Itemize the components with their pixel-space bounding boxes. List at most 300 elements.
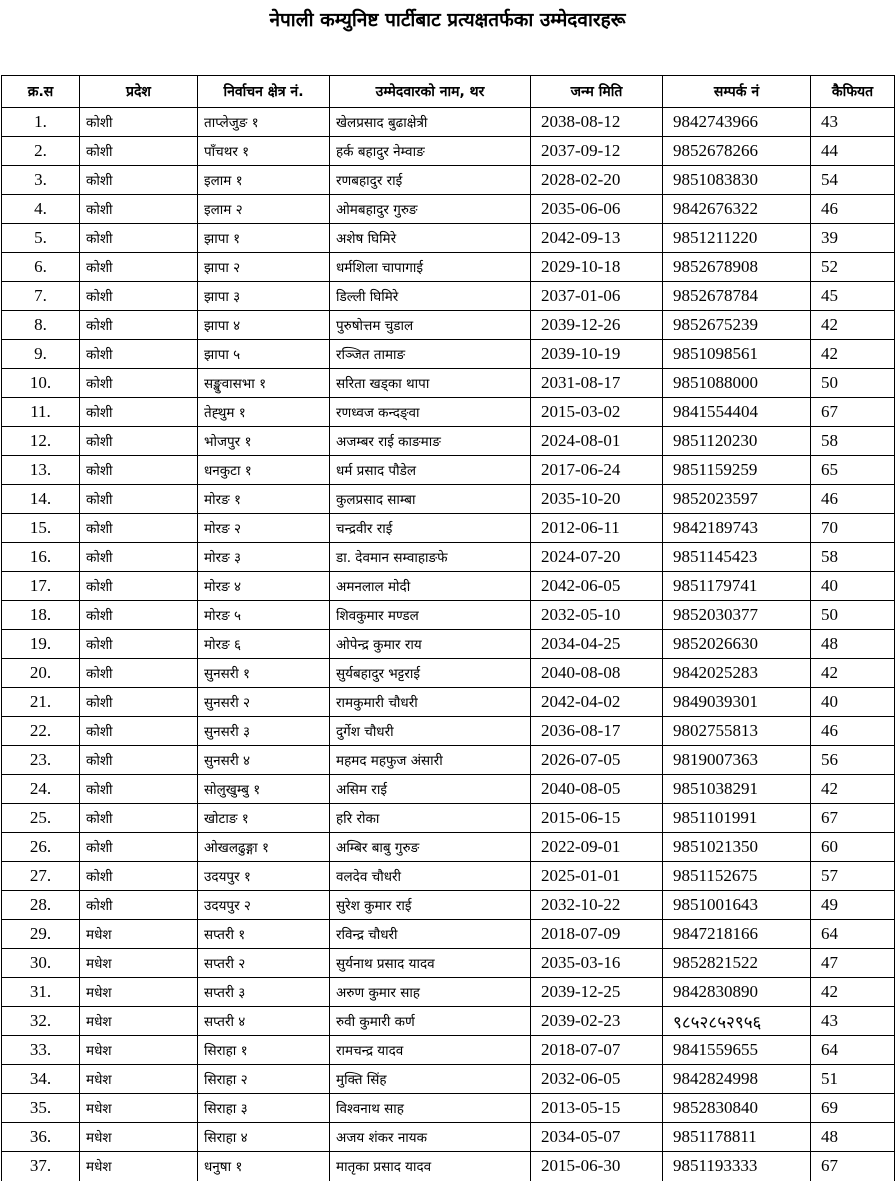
remarks-cell: 48 — [811, 1123, 895, 1152]
table-row — [2, 456, 895, 485]
serial-cell: 11. — [2, 398, 80, 427]
serial-cell: 20. — [2, 659, 80, 688]
table-row — [2, 108, 895, 137]
contact-cell: 9852678784 — [663, 282, 811, 311]
birth-date-cell: 2012-06-11 — [531, 514, 663, 543]
serial-cell: 32. — [2, 1007, 80, 1036]
province-cell: कोशी — [80, 543, 198, 572]
birth-date-cell: 2039-12-26 — [531, 311, 663, 340]
candidate-name-cell: रविन्द्र चौधरी — [330, 920, 531, 949]
remarks-cell: 43 — [811, 108, 895, 137]
birth-date-cell: 2038-08-12 — [531, 108, 663, 137]
contact-cell: 9851038291 — [663, 775, 811, 804]
serial-cell: 1. — [2, 108, 80, 137]
table-row — [2, 775, 895, 804]
birth-date-cell: 2024-08-01 — [531, 427, 663, 456]
remarks-cell: 50 — [811, 601, 895, 630]
contact-cell: 9851159259 — [663, 456, 811, 485]
candidate-name-cell: धर्म प्रसाद पौडेल — [330, 456, 531, 485]
remarks-cell: 69 — [811, 1094, 895, 1123]
contact-cell: 9852830840 — [663, 1094, 811, 1123]
province-cell: कोशी — [80, 108, 198, 137]
constituency-cell: इलाम १ — [198, 166, 330, 195]
remarks-cell: 49 — [811, 891, 895, 920]
remarks-cell: 46 — [811, 717, 895, 746]
province-cell: कोशी — [80, 601, 198, 630]
constituency-cell: भोजपुर १ — [198, 427, 330, 456]
table-row — [2, 253, 895, 282]
table-row — [2, 601, 895, 630]
candidate-name-cell: अमनलाल मोदी — [330, 572, 531, 601]
candidate-name-cell: मुक्ति सिंह — [330, 1065, 531, 1094]
candidate-name-cell: सरिता खड्का थापा — [330, 369, 531, 398]
contact-cell: 9851211220 — [663, 224, 811, 253]
remarks-cell: 46 — [811, 195, 895, 224]
table-row — [2, 1123, 895, 1152]
candidate-name-cell: सुर्यनाथ प्रसाद यादव — [330, 949, 531, 978]
table-row — [2, 369, 895, 398]
contact-cell: 9849039301 — [663, 688, 811, 717]
remarks-cell: 60 — [811, 833, 895, 862]
birth-date-cell: 2015-06-30 — [531, 1152, 663, 1181]
serial-cell: 22. — [2, 717, 80, 746]
serial-cell: 5. — [2, 224, 80, 253]
candidate-table — [1, 75, 895, 1181]
serial-cell: 17. — [2, 572, 80, 601]
contact-cell: 9842743966 — [663, 108, 811, 137]
remarks-cell: 64 — [811, 920, 895, 949]
remarks-cell: 42 — [811, 659, 895, 688]
candidate-name-cell: अरुण कुमार साह — [330, 978, 531, 1007]
remarks-cell: 48 — [811, 630, 895, 659]
birth-date-cell: 2042-09-13 — [531, 224, 663, 253]
constituency-cell: पाँचथर १ — [198, 137, 330, 166]
contact-cell: 9851101991 — [663, 804, 811, 833]
province-cell: कोशी — [80, 862, 198, 891]
contact-cell: 9851179741 — [663, 572, 811, 601]
birth-date-cell: 2040-08-08 — [531, 659, 663, 688]
table-row — [2, 949, 895, 978]
province-cell: मधेश — [80, 978, 198, 1007]
contact-cell: 9842824998 — [663, 1065, 811, 1094]
table-row — [2, 659, 895, 688]
candidate-name-cell: रुवी कुमारी कर्ण — [330, 1007, 531, 1036]
contact-cell: 9842830890 — [663, 978, 811, 1007]
serial-cell: 31. — [2, 978, 80, 1007]
constituency-cell: मोरङ ५ — [198, 601, 330, 630]
birth-date-cell: 2013-05-15 — [531, 1094, 663, 1123]
province-cell: कोशी — [80, 456, 198, 485]
constituency-cell: सिराहा ३ — [198, 1094, 330, 1123]
constituency-cell: सिराहा ४ — [198, 1123, 330, 1152]
serial-cell: 14. — [2, 485, 80, 514]
constituency-cell: झापा १ — [198, 224, 330, 253]
serial-cell: 24. — [2, 775, 80, 804]
table-row — [2, 717, 895, 746]
table-row — [2, 804, 895, 833]
remarks-cell: 67 — [811, 398, 895, 427]
table-row — [2, 862, 895, 891]
header-remarks: कैफियत — [811, 76, 895, 108]
candidate-name-cell: असिम राई — [330, 775, 531, 804]
contact-cell: 9851193333 — [663, 1152, 811, 1181]
birth-date-cell: 2029-10-18 — [531, 253, 663, 282]
constituency-cell: सङ्खुवासभा १ — [198, 369, 330, 398]
province-cell: मधेश — [80, 920, 198, 949]
serial-cell: 37. — [2, 1152, 80, 1181]
serial-cell: 26. — [2, 833, 80, 862]
constituency-cell: सिराहा १ — [198, 1036, 330, 1065]
table-row — [2, 920, 895, 949]
serial-cell: 10. — [2, 369, 80, 398]
constituency-cell: धनुषा १ — [198, 1152, 330, 1181]
province-cell: कोशी — [80, 253, 198, 282]
birth-date-cell: 2018-07-09 — [531, 920, 663, 949]
candidate-name-cell: महमद महफुज अंसारी — [330, 746, 531, 775]
contact-cell: 9852678908 — [663, 253, 811, 282]
remarks-cell: 70 — [811, 514, 895, 543]
table-row — [2, 1152, 895, 1181]
birth-date-cell: 2026-07-05 — [531, 746, 663, 775]
candidate-name-cell: शिवकुमार मण्डल — [330, 601, 531, 630]
remarks-cell: 40 — [811, 572, 895, 601]
province-cell: कोशी — [80, 282, 198, 311]
candidate-name-cell: खेलप्रसाद बुढाक्षेत्री — [330, 108, 531, 137]
remarks-cell: 65 — [811, 456, 895, 485]
candidate-name-cell: सुर्यबहादुर भट्टराई — [330, 659, 531, 688]
serial-cell: 21. — [2, 688, 80, 717]
table-row — [2, 572, 895, 601]
constituency-cell: इलाम २ — [198, 195, 330, 224]
birth-date-cell: 2037-09-12 — [531, 137, 663, 166]
table-row — [2, 978, 895, 1007]
constituency-cell: झापा २ — [198, 253, 330, 282]
province-cell: कोशी — [80, 630, 198, 659]
candidate-name-cell: हरि रोका — [330, 804, 531, 833]
table-row — [2, 427, 895, 456]
contact-cell: 9852023597 — [663, 485, 811, 514]
serial-cell: 16. — [2, 543, 80, 572]
candidate-name-cell: अम्बिर बाबु गुरुङ — [330, 833, 531, 862]
province-cell: कोशी — [80, 659, 198, 688]
serial-cell: 8. — [2, 311, 80, 340]
province-cell: कोशी — [80, 195, 198, 224]
birth-date-cell: 2032-06-05 — [531, 1065, 663, 1094]
table-row — [2, 891, 895, 920]
remarks-cell: 67 — [811, 804, 895, 833]
contact-cell: 9851145423 — [663, 543, 811, 572]
birth-date-cell: 2037-01-06 — [531, 282, 663, 311]
table-header-row — [2, 76, 895, 108]
constituency-cell: मोरङ ४ — [198, 572, 330, 601]
province-cell: कोशी — [80, 688, 198, 717]
province-cell: कोशी — [80, 746, 198, 775]
table-row — [2, 514, 895, 543]
table-row — [2, 137, 895, 166]
birth-date-cell: 2032-10-22 — [531, 891, 663, 920]
serial-cell: 12. — [2, 427, 80, 456]
birth-date-cell: 2031-08-17 — [531, 369, 663, 398]
candidate-name-cell: पुरुषोत्तम चुडाल — [330, 311, 531, 340]
candidate-name-cell: कुलप्रसाद साम्बा — [330, 485, 531, 514]
table-row — [2, 746, 895, 775]
page-title: नेपाली कम्युनिष्ट पार्टीबाट प्रत्यक्षतर्फका उम्मेदवारहरू — [269, 9, 626, 31]
province-cell: कोशी — [80, 804, 198, 833]
candidate-name-cell: रामकुमारी चौधरी — [330, 688, 531, 717]
serial-cell: 3. — [2, 166, 80, 195]
contact-cell: 9852026630 — [663, 630, 811, 659]
serial-cell: 19. — [2, 630, 80, 659]
remarks-cell: 58 — [811, 543, 895, 572]
province-cell: कोशी — [80, 311, 198, 340]
remarks-cell: 40 — [811, 688, 895, 717]
constituency-cell: सुनसरी २ — [198, 688, 330, 717]
birth-date-cell: 2015-06-15 — [531, 804, 663, 833]
contact-cell: 9847218166 — [663, 920, 811, 949]
serial-cell: 4. — [2, 195, 80, 224]
table-row — [2, 1094, 895, 1123]
birth-date-cell: 2035-03-16 — [531, 949, 663, 978]
province-cell: मधेश — [80, 1065, 198, 1094]
table-row — [2, 166, 895, 195]
serial-cell: 18. — [2, 601, 80, 630]
birth-date-cell: 2035-06-06 — [531, 195, 663, 224]
remarks-cell: 51 — [811, 1065, 895, 1094]
birth-date-cell: 2022-09-01 — [531, 833, 663, 862]
serial-cell: 2. — [2, 137, 80, 166]
province-cell: कोशी — [80, 891, 198, 920]
contact-cell: 9851083830 — [663, 166, 811, 195]
table-row — [2, 1065, 895, 1094]
birth-date-cell: 2039-02-23 — [531, 1007, 663, 1036]
candidate-name-cell: डा. देवमान सम्वाहाङफे — [330, 543, 531, 572]
remarks-cell: 47 — [811, 949, 895, 978]
constituency-cell: उदयपुर २ — [198, 891, 330, 920]
province-cell: कोशी — [80, 833, 198, 862]
constituency-cell: धनकुटा १ — [198, 456, 330, 485]
constituency-cell: ताप्लेजुङ १ — [198, 108, 330, 137]
province-cell: मधेश — [80, 949, 198, 978]
remarks-cell: 42 — [811, 775, 895, 804]
constituency-cell: उदयपुर १ — [198, 862, 330, 891]
candidate-name-cell: डिल्ली घिमिरे — [330, 282, 531, 311]
contact-cell: 9841554404 — [663, 398, 811, 427]
table-row — [2, 1036, 895, 1065]
serial-cell: 25. — [2, 804, 80, 833]
candidate-name-cell: वलदेव चौधरी — [330, 862, 531, 891]
province-cell: मधेश — [80, 1007, 198, 1036]
birth-date-cell: 2039-10-19 — [531, 340, 663, 369]
province-cell: कोशी — [80, 340, 198, 369]
candidate-name-cell: मातृका प्रसाद यादव — [330, 1152, 531, 1181]
serial-cell: 34. — [2, 1065, 80, 1094]
constituency-cell: ओखलढुङ्गा १ — [198, 833, 330, 862]
birth-date-cell: 2024-07-20 — [531, 543, 663, 572]
birth-date-cell: 2035-10-20 — [531, 485, 663, 514]
remarks-cell: 54 — [811, 166, 895, 195]
contact-cell: ९८५२८५२९५६ — [663, 1007, 811, 1036]
serial-cell: 28. — [2, 891, 80, 920]
remarks-cell: 42 — [811, 340, 895, 369]
remarks-cell: 58 — [811, 427, 895, 456]
contact-cell: 9842189743 — [663, 514, 811, 543]
birth-date-cell: 2032-05-10 — [531, 601, 663, 630]
remarks-cell: 43 — [811, 1007, 895, 1036]
candidate-name-cell: अजय शंकर नायक — [330, 1123, 531, 1152]
province-cell: कोशी — [80, 572, 198, 601]
candidate-name-cell: रणबहादुर राई — [330, 166, 531, 195]
remarks-cell: 39 — [811, 224, 895, 253]
remarks-cell: 50 — [811, 369, 895, 398]
candidate-name-cell: ओपेन्द्र कुमार राय — [330, 630, 531, 659]
province-cell: कोशी — [80, 514, 198, 543]
birth-date-cell: 2017-06-24 — [531, 456, 663, 485]
constituency-cell: मोरङ १ — [198, 485, 330, 514]
constituency-cell: मोरङ ३ — [198, 543, 330, 572]
candidate-name-cell: अशेष घिमिरे — [330, 224, 531, 253]
candidate-name-cell: दुर्गेश चौधरी — [330, 717, 531, 746]
serial-cell: 33. — [2, 1036, 80, 1065]
province-cell: कोशी — [80, 717, 198, 746]
birth-date-cell: 2040-08-05 — [531, 775, 663, 804]
table-row — [2, 195, 895, 224]
constituency-cell: सुनसरी ४ — [198, 746, 330, 775]
contact-cell: 9851021350 — [663, 833, 811, 862]
birth-date-cell: 2036-08-17 — [531, 717, 663, 746]
constituency-cell: सप्तरी २ — [198, 949, 330, 978]
contact-cell: 9802755813 — [663, 717, 811, 746]
contact-cell: 9851088000 — [663, 369, 811, 398]
remarks-cell: 44 — [811, 137, 895, 166]
serial-cell: 27. — [2, 862, 80, 891]
contact-cell: 9852675239 — [663, 311, 811, 340]
contact-cell: 9851001643 — [663, 891, 811, 920]
serial-cell: 7. — [2, 282, 80, 311]
contact-cell: 9851120230 — [663, 427, 811, 456]
constituency-cell: मोरङ ६ — [198, 630, 330, 659]
table-row — [2, 282, 895, 311]
remarks-cell: 42 — [811, 311, 895, 340]
birth-date-cell: 2028-02-20 — [531, 166, 663, 195]
contact-cell: 9851098561 — [663, 340, 811, 369]
header-serial: क्र.स — [2, 76, 80, 108]
header-candidate-name: उम्मेदवारको नाम, थर — [330, 76, 531, 108]
serial-cell: 9. — [2, 340, 80, 369]
table-row — [2, 688, 895, 717]
contact-cell: 9842676322 — [663, 195, 811, 224]
birth-date-cell: 2042-04-02 — [531, 688, 663, 717]
birth-date-cell: 2018-07-07 — [531, 1036, 663, 1065]
candidate-name-cell: सुरेश कुमार राई — [330, 891, 531, 920]
candidate-name-cell: चन्द्रवीर राई — [330, 514, 531, 543]
contact-cell: 9852030377 — [663, 601, 811, 630]
serial-cell: 6. — [2, 253, 80, 282]
birth-date-cell: 2039-12-25 — [531, 978, 663, 1007]
constituency-cell: सुनसरी १ — [198, 659, 330, 688]
table-row — [2, 340, 895, 369]
constituency-cell: झापा ५ — [198, 340, 330, 369]
table-row — [2, 630, 895, 659]
contact-cell: 9842025283 — [663, 659, 811, 688]
contact-cell: 9852821522 — [663, 949, 811, 978]
birth-date-cell: 2025-01-01 — [531, 862, 663, 891]
contact-cell: 9852678266 — [663, 137, 811, 166]
province-cell: कोशी — [80, 485, 198, 514]
province-cell: कोशी — [80, 224, 198, 253]
contact-cell: 9841559655 — [663, 1036, 811, 1065]
province-cell: कोशी — [80, 137, 198, 166]
header-province: प्रदेश — [80, 76, 198, 108]
remarks-cell: 67 — [811, 1152, 895, 1181]
remarks-cell: 57 — [811, 862, 895, 891]
constituency-cell: सोलुखुम्बु १ — [198, 775, 330, 804]
header-contact: सम्पर्क नं — [663, 76, 811, 108]
table-row — [2, 543, 895, 572]
candidate-name-cell: ओमबहादुर गुरुङ — [330, 195, 531, 224]
province-cell: मधेश — [80, 1036, 198, 1065]
birth-date-cell: 2034-04-25 — [531, 630, 663, 659]
header-birth-date: जन्म मिति — [531, 76, 663, 108]
remarks-cell: 45 — [811, 282, 895, 311]
province-cell: कोशी — [80, 369, 198, 398]
candidate-name-cell: अजम्बर राई काङमाङ — [330, 427, 531, 456]
serial-cell: 23. — [2, 746, 80, 775]
serial-cell: 13. — [2, 456, 80, 485]
candidate-name-cell: रणध्वज कन्दङ्वा — [330, 398, 531, 427]
candidate-name-cell: रञ्जित तामाङ — [330, 340, 531, 369]
candidate-name-cell: धर्मशिला चापागाई — [330, 253, 531, 282]
constituency-cell: झापा ३ — [198, 282, 330, 311]
constituency-cell: झापा ४ — [198, 311, 330, 340]
birth-date-cell: 2042-06-05 — [531, 572, 663, 601]
table-row — [2, 398, 895, 427]
remarks-cell: 46 — [811, 485, 895, 514]
header-constituency: निर्वाचन क्षेत्र नं. — [198, 76, 330, 108]
constituency-cell: सप्तरी ३ — [198, 978, 330, 1007]
table-row — [2, 833, 895, 862]
candidate-name-cell: विश्वनाथ साह — [330, 1094, 531, 1123]
constituency-cell: मोरङ २ — [198, 514, 330, 543]
birth-date-cell: 2034-05-07 — [531, 1123, 663, 1152]
serial-cell: 36. — [2, 1123, 80, 1152]
contact-cell: 9851178811 — [663, 1123, 811, 1152]
remarks-cell: 56 — [811, 746, 895, 775]
remarks-cell: 52 — [811, 253, 895, 282]
province-cell: कोशी — [80, 398, 198, 427]
candidate-name-cell: रामचन्द्र यादव — [330, 1036, 531, 1065]
table-row — [2, 485, 895, 514]
constituency-cell: सप्तरी १ — [198, 920, 330, 949]
remarks-cell: 42 — [811, 978, 895, 1007]
constituency-cell: तेह्थुम १ — [198, 398, 330, 427]
province-cell: मधेश — [80, 1094, 198, 1123]
serial-cell: 15. — [2, 514, 80, 543]
constituency-cell: खोटाङ १ — [198, 804, 330, 833]
constituency-cell: सिराहा २ — [198, 1065, 330, 1094]
birth-date-cell: 2015-03-02 — [531, 398, 663, 427]
serial-cell: 30. — [2, 949, 80, 978]
province-cell: मधेश — [80, 1123, 198, 1152]
province-cell: मधेश — [80, 1152, 198, 1181]
table-row — [2, 311, 895, 340]
province-cell: कोशी — [80, 427, 198, 456]
serial-cell: 35. — [2, 1094, 80, 1123]
serial-cell: 29. — [2, 920, 80, 949]
contact-cell: 9819007363 — [663, 746, 811, 775]
contact-cell: 9851152675 — [663, 862, 811, 891]
province-cell: कोशी — [80, 775, 198, 804]
province-cell: कोशी — [80, 166, 198, 195]
